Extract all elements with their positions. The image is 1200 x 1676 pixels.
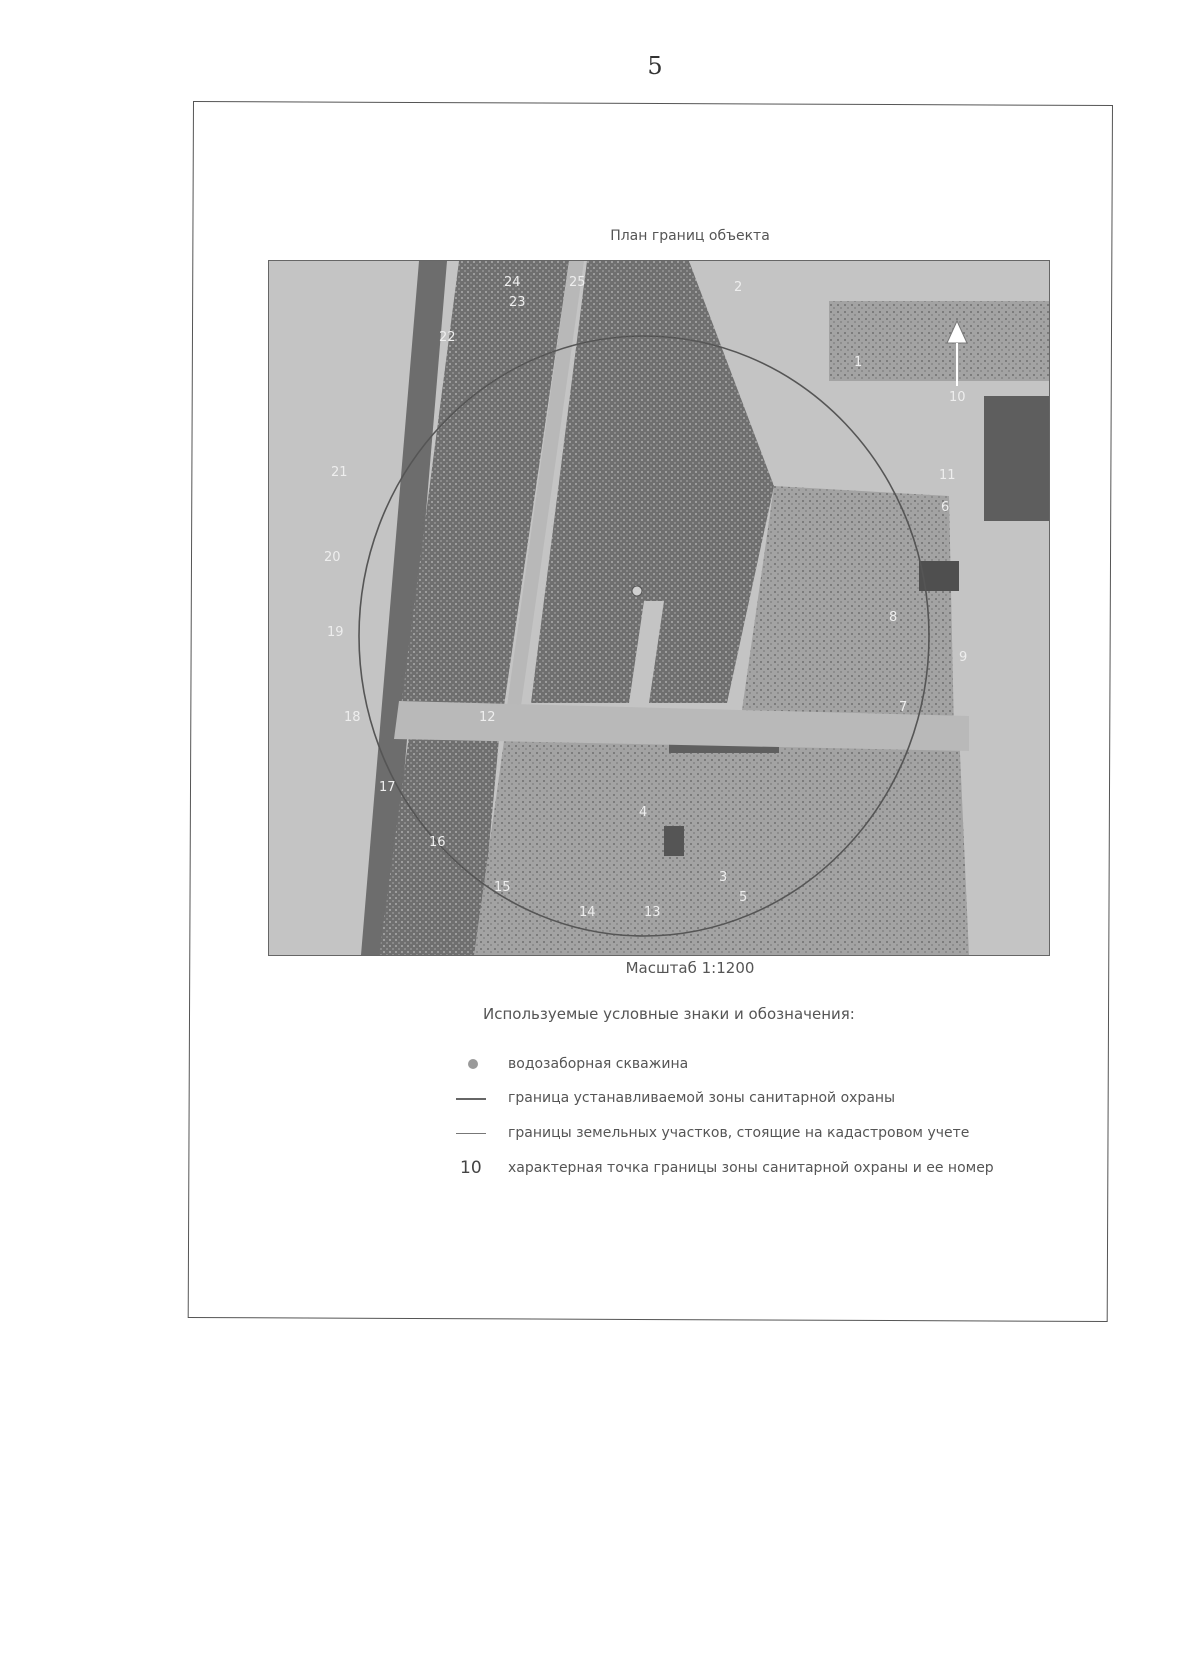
legend-thick-line-icon (450, 1086, 486, 1112)
plan-title: План границ объекта (610, 228, 770, 244)
point-label-20: 20 (324, 550, 341, 565)
point-label-22: 22 (439, 330, 456, 345)
point-label-17: 17 (379, 780, 396, 795)
lower-middle-block (474, 741, 689, 955)
map-scale: Масштаб 1:1200 (625, 959, 755, 977)
legend-item-water-well (450, 1052, 1070, 1078)
point-label-1: 1 (854, 355, 863, 370)
legend-item-text: характерная точка границы зоны санитарной охраны и ее номер (508, 1160, 994, 1176)
legend-thin-line-icon (450, 1121, 486, 1147)
point-label-25: 25 (569, 275, 586, 290)
point-label-7: 7 (899, 700, 908, 715)
point-label-11: 11 (939, 468, 956, 483)
lower-right-block (679, 731, 969, 955)
legend-item-boundary-point (450, 1156, 1070, 1182)
aerial-map (268, 260, 1050, 956)
point-label-3: 3 (719, 870, 728, 885)
point-label-8: 8 (889, 610, 898, 625)
legend-item-text: границы земельных участков, стоящие на кадастровом учете (508, 1125, 970, 1141)
point-label-4: 4 (639, 805, 648, 820)
map-canvas (269, 261, 1049, 955)
point-label-5: 5 (739, 890, 748, 905)
legend-item-text: водозаборная скважина (508, 1056, 689, 1072)
point-label-6: 6 (941, 500, 950, 515)
legend-point-number: 10 (460, 1158, 482, 1178)
legend-item-text: граница устанавливаемой зоны санитарной охраны (508, 1090, 896, 1106)
legend-item-parcel-boundary (450, 1121, 1070, 1147)
point-label-23: 23 (509, 295, 526, 310)
point-label-10: 10 (949, 390, 966, 405)
point-label-13: 13 (644, 905, 661, 920)
point-label-19: 19 (327, 625, 344, 640)
point-label-18: 18 (344, 710, 361, 725)
lower-small-building (664, 826, 684, 856)
water-well-dot (632, 586, 642, 596)
legend-item-zone-boundary (450, 1086, 1070, 1112)
point-label-24: 24 (504, 275, 521, 290)
point-label-9: 9 (959, 650, 968, 665)
point-label-14: 14 (579, 905, 596, 920)
dark-building (984, 396, 1049, 521)
legend-water-well-icon (450, 1052, 486, 1078)
point-label-21: 21 (331, 465, 348, 480)
point-label-12: 12 (479, 710, 496, 725)
point-label-15: 15 (494, 880, 511, 895)
right-grid-block (739, 486, 954, 731)
point-label-16: 16 (429, 835, 446, 850)
page-number: 5 (647, 52, 663, 80)
point-label-2: 2 (734, 280, 743, 295)
legend-title: Используемые условные знаки и обозначения: (483, 1005, 855, 1023)
